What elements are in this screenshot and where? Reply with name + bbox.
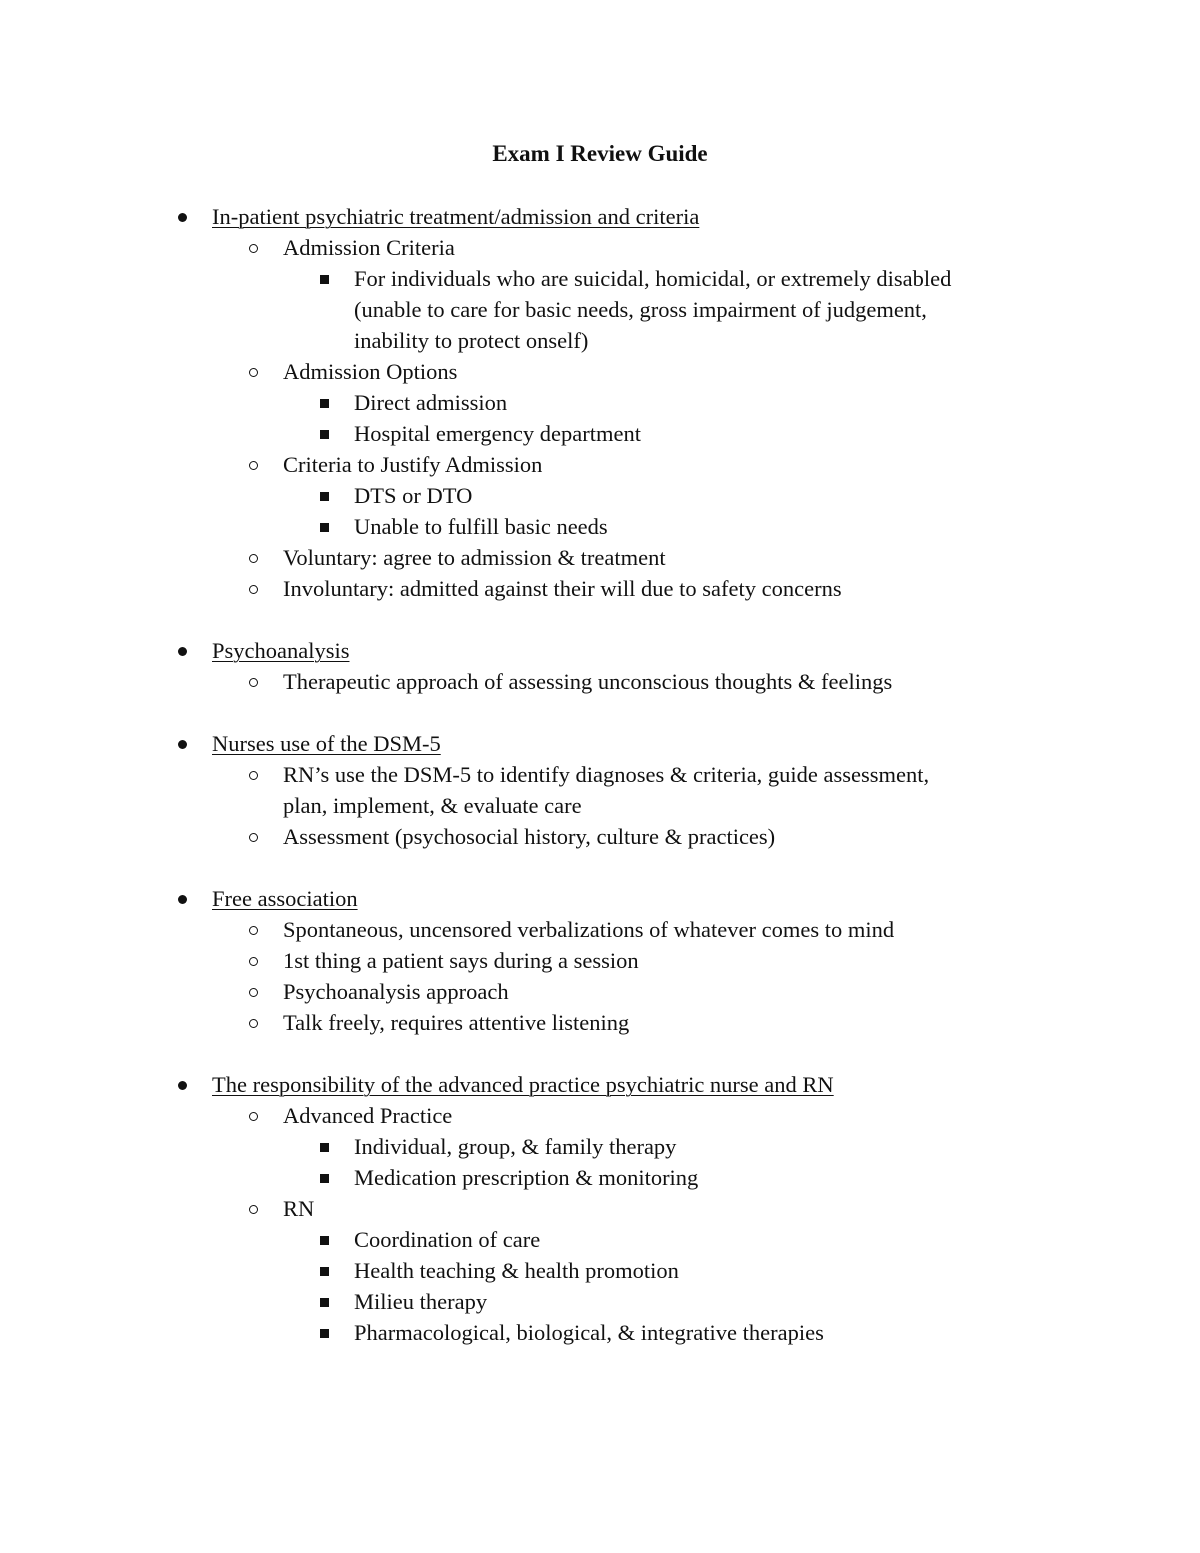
hollow-circle-bullet-icon [249, 368, 258, 377]
hollow-circle-bullet-icon [249, 1205, 258, 1214]
list-item: Involuntary: admitted against their will due to safety concerns [0, 573, 1200, 604]
sub-list-item: DTS or DTO [0, 480, 1200, 511]
square-bullet-icon [320, 1267, 329, 1276]
list-item: 1st thing a patient says during a session [0, 945, 1200, 976]
hollow-circle-bullet-icon [249, 1112, 258, 1121]
section-heading: Free association [0, 883, 1200, 914]
sub-list-item: Individual, group, & family therapy [0, 1131, 1200, 1162]
square-bullet-icon [320, 1143, 329, 1152]
list-item: Therapeutic approach of assessing unconscious thoughts & feelings [0, 666, 1200, 697]
hollow-circle-bullet-icon [249, 957, 258, 966]
hollow-circle-bullet-icon [249, 771, 258, 780]
list-item: Voluntary: agree to admission & treatment [0, 542, 1200, 573]
square-bullet-icon [320, 492, 329, 501]
square-bullet-icon [320, 1329, 329, 1338]
hollow-circle-bullet-icon [249, 926, 258, 935]
section-heading: Psychoanalysis [0, 635, 1200, 666]
hollow-circle-bullet-icon [249, 988, 258, 997]
sub-list-item: For individuals who are suicidal, homicidal, or extremely disabled [0, 263, 1200, 294]
square-bullet-icon [320, 399, 329, 408]
filled-circle-bullet-icon [178, 740, 187, 749]
filled-circle-bullet-icon [178, 647, 187, 656]
list-item: Admission Criteria [0, 232, 1200, 263]
hollow-circle-bullet-icon [249, 1019, 258, 1028]
sub-list-item: Hospital emergency department [0, 418, 1200, 449]
filled-circle-bullet-icon [178, 1081, 187, 1090]
sub-list-item: Coordination of care [0, 1224, 1200, 1255]
section-heading: Nurses use of the DSM-5 [0, 728, 1200, 759]
sub-list-item: Health teaching & health promotion [0, 1255, 1200, 1286]
list-item: Assessment (psychosocial history, culture & practices) [0, 821, 1200, 852]
square-bullet-icon [320, 1298, 329, 1307]
square-bullet-icon [320, 1174, 329, 1183]
square-bullet-icon [320, 523, 329, 532]
list-item: Advanced Practice [0, 1100, 1200, 1131]
list-item: RN’s use the DSM-5 to identify diagnoses & criteria, guide assessment, [0, 759, 1200, 790]
section-dsm5 [0, 728, 1200, 852]
section-responsibilities [0, 1069, 1200, 1348]
sub-list-item: Pharmacological, biological, & integrative therapies [0, 1317, 1200, 1348]
filled-circle-bullet-icon [178, 213, 187, 222]
hollow-circle-bullet-icon [249, 461, 258, 470]
sub-list-item: Direct admission [0, 387, 1200, 418]
hollow-circle-bullet-icon [249, 678, 258, 687]
list-item: Talk freely, requires attentive listening [0, 1007, 1200, 1038]
hollow-circle-bullet-icon [249, 833, 258, 842]
outline [0, 201, 1200, 1379]
list-item: Criteria to Justify Admission [0, 449, 1200, 480]
list-item-continued: plan, implement, & evaluate care [283, 793, 582, 818]
page-title: Exam I Review Guide [492, 141, 708, 166]
list-item: Admission Options [0, 356, 1200, 387]
list-item: Spontaneous, uncensored verbalizations of whatever comes to mind [0, 914, 1200, 945]
hollow-circle-bullet-icon [249, 554, 258, 563]
section-heading: In-patient psychiatric treatment/admission and criteria [0, 201, 1200, 232]
filled-circle-bullet-icon [178, 895, 187, 904]
sub-list-item-continued: (unable to care for basic needs, gross impairment of judgement, [354, 297, 927, 322]
square-bullet-icon [320, 430, 329, 439]
square-bullet-icon [320, 275, 329, 284]
hollow-circle-bullet-icon [249, 585, 258, 594]
sub-list-item-continued: inability to protect onself) [354, 328, 589, 353]
section-inpatient-treatment [0, 201, 1200, 604]
hollow-circle-bullet-icon [249, 244, 258, 253]
list-item: RN [0, 1193, 1200, 1224]
list-item: Psychoanalysis approach [0, 976, 1200, 1007]
sub-list-item: Medication prescription & monitoring [0, 1162, 1200, 1193]
sub-list-item: Milieu therapy [0, 1286, 1200, 1317]
square-bullet-icon [320, 1236, 329, 1245]
section-psychoanalysis [0, 635, 1200, 697]
sub-list-item: Unable to fulfill basic needs [0, 511, 1200, 542]
section-free-association [0, 883, 1200, 1038]
section-heading: The responsibility of the advanced practice psychiatric nurse and RN [0, 1069, 1200, 1100]
